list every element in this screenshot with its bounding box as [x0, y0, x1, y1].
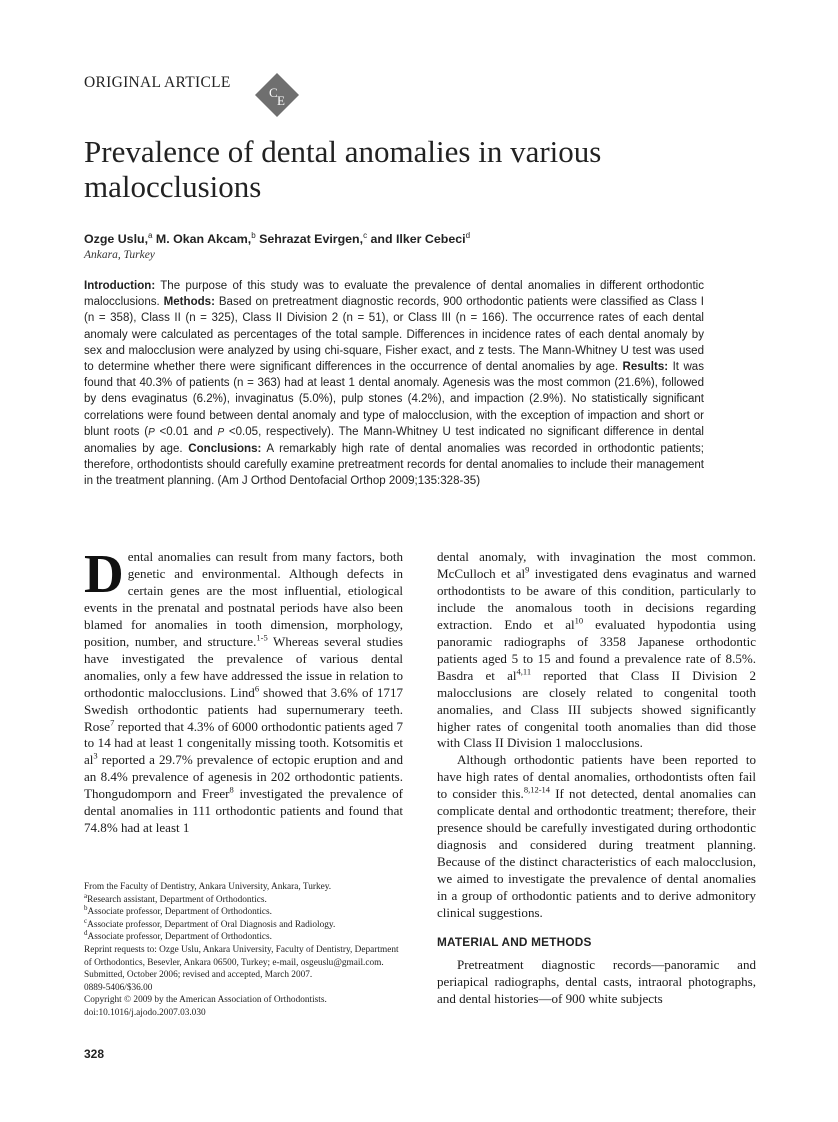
abstract-methods-label: Methods:: [163, 296, 215, 309]
author-location: Ankara, Turkey: [84, 249, 155, 261]
reference-mark: 1-5: [256, 632, 268, 643]
body-text: reported a 29.7% prevalence of ectopic eruption and and an 8.4% prevalence of agenesis in 202 orthodontic patients. Thongudomporn and Freer: [84, 752, 403, 802]
footnote-item: [84, 916, 402, 932]
reference-mark: 8,12-14: [523, 785, 551, 795]
reference-mark: 9: [525, 564, 530, 575]
abstract-intro-text: The purpose of this study was to evaluate the prevalence of dental anomalies in different orthodontic malocclusions.: [84, 280, 704, 309]
footnote-doi: doi:10.1016/j.ajodo.2007.03.030: [84, 1007, 206, 1018]
footnote-mark: d: [84, 929, 88, 938]
author-mark: d: [465, 231, 471, 240]
footnote-text: Research assistant, Department of Orthodontics.: [87, 894, 267, 905]
abstract-results-text: <0.05, respectively). The Mann-Whitney U test indicated no significant difference in dental anomalies by age.: [84, 425, 704, 456]
article-type-label: ORIGINAL ARTICLE: [84, 74, 231, 91]
footnote-item: [84, 931, 402, 944]
author-mark: c: [363, 231, 368, 240]
page-number: 328: [84, 1047, 105, 1061]
abstract-methods-text: Based on pretreatment diagnostic records, 900 orthodontic patients were classified as Class I (n = 358), Class II (n = 325), Class II Division 2 (n = 51), or Class III (n = 166). The occurrence rates of each dental anomaly were calculated as percentages of the total sample. Differences in incidence rates of each dental anomaly by sex and malocclusion were analyzed by using chi-square, Fisher exact, and z tests. The Mann-Whitney U test was used to determine whether there were significant differences in the occurrence of dental anomalies by age.: [84, 296, 704, 374]
footnote-mark: a: [84, 891, 88, 900]
paper-title: Prevalence of dental anomalies in various malocclusions: [84, 134, 602, 204]
footnote-text: Associate professor, Department of Oral Diagnosis and Radiology.: [87, 919, 336, 930]
body-paragraph: [84, 543, 403, 837]
author-name: Ozge Uslu,: [84, 232, 149, 247]
abstract-conclusions-text: A remarkably high rate of dental anomalies was recorded in orthodontic patients; therefore, orthodontists should carefully examine pretreatment records for dental anomalies to include their management in the treatment planning. (Am J Orthod Dentofacial Orthop 2009;135:328-35): [84, 443, 704, 488]
body-column-right: [437, 549, 756, 1008]
author-name: M. Okan Akcam,: [152, 232, 252, 247]
p-value-symbol: P: [148, 426, 155, 438]
badge-letter-c: C: [269, 85, 278, 100]
body-text: investigated the prevalence of dental anomalies in 111 orthodontic patients and found that 74.8% had at least 1: [84, 786, 403, 836]
footnote-item: [84, 906, 402, 919]
reference-mark: 10: [574, 615, 584, 626]
author-mark: a: [148, 231, 153, 240]
reference-mark: 3: [93, 751, 98, 762]
abstract-conclusions-label: Conclusions:: [188, 443, 262, 456]
p-value-symbol: P: [217, 426, 225, 438]
body-column-left: [84, 543, 403, 837]
abstract-results-text: It was found that 40.3% of patients (n = 363) had at least 1 dental anomaly. Agenesis was the most common (21.6%), followed by dens evaginatus (6.2%), invaginatus (5.0%), pulp stones (4.2%), and impaction (2.9%). No statistically significant correlations were found between dental anomaly and type of malocclusion, with the exception of impaction and short or blunt roots (: [84, 361, 704, 438]
body-text: reported that Class II Division 2 malocclusions are closely related to congenital tooth anomalies, and Class III subjects showed significantly higher rates of congenital tooth anomalies than did those with Class II Division 1 malocclusions.: [437, 667, 756, 751]
author-name: Sehrazat Evirgen,: [255, 232, 364, 247]
body-text: evaluated hypodontia using panoramic radiographs of 3358 Japanese orthodontic patients aged 5 to 15 and found a prevalence rate of 8.5%. Basdra et al: [437, 616, 756, 683]
footnote-mark: c: [84, 916, 88, 925]
footnote-affiliation: From the Faculty of Dentistry, Ankara University, Ankara, Turkey.: [84, 882, 332, 892]
reference-mark: 7: [110, 717, 115, 728]
body-text: reported that 4.3% of 6000 orthodontic patients aged 7 to 14 had at least 1 congenitally missing tooth. Kotsomitis et al: [84, 718, 403, 768]
section-heading: MATERIAL AND METHODS: [437, 934, 592, 949]
footnote-mark: b: [84, 904, 88, 913]
body-text: dental anomaly, with invagination the most common. McCulloch et al: [437, 549, 756, 581]
abstract-results-label: Results:: [622, 361, 669, 374]
footnote-reprint: Reprint requests to: Ozge Uslu, Ankara University, Faculty of Dentistry, Department of Orthodontics, Besevler, Ankara 06500, Turkey; e-mail, osgeuslu@gmail.com.: [84, 944, 399, 968]
abstract-results-text: <0.01 and: [154, 425, 218, 438]
body-text: showed that 3.6% of 1717 Swedish orthodontic patients had supernumerary teeth. Rose: [84, 684, 403, 734]
drop-cap: D: [84, 543, 124, 604]
body-paragraph: Pretreatment diagnostic records—panoramic and periapical radiographs, dental casts, intraoral photographs, and dental histories—of 900 white subjects: [437, 956, 756, 1006]
body-text: ental anomalies can result from many factors, both genetic and environmental. Although defects in certain genes are the most influential, etiological events in the prenatal and postnatal periods have also been blamed for anomalies in tooth dimension, morphology, position, number, and structure.: [84, 549, 403, 649]
ce-badge-icon: [254, 72, 300, 118]
author-mark: b: [251, 231, 256, 240]
body-text: If not detected, dental anomalies can complicate dental and orthodontic treatment; therefore, their presence should be carefully investigated during orthodontic diagnosis and considered during treatment planning. Because of the distinct characteristics of each malocclusion, we aimed to investigate the prevalence of dental anomalies in a group of orthodontic patients and to derive admonitory clinical suggestions.: [437, 786, 757, 921]
footnotes: [84, 881, 402, 1020]
footnote-text: Associate professor, Department of Orthodontics.: [87, 907, 272, 918]
body-text: Although orthodontic patients have been reported to have high rates of dental anomalies, orthodontists often fail to consider this.: [437, 752, 756, 802]
footnote-text: Associate professor, Department of Orthodontics.: [87, 932, 272, 943]
footnote-submitted: Submitted, October 2006; revised and accepted, March 2007.: [84, 970, 313, 981]
body-text: investigated dens evaginatus and warned orthodontists to be aware of this condition, particularly to include the anomalous tooth in decisions regarding extraction. Endo et al: [437, 565, 756, 632]
abstract: [84, 278, 704, 490]
author-list: [84, 231, 470, 246]
reference-mark: 8: [229, 785, 234, 795]
body-paragraph: [437, 752, 756, 922]
reference-mark: 6: [254, 683, 260, 694]
badge-letter-e: E: [277, 93, 285, 108]
footnote-copyright: Copyright © 2009 by the American Association of Orthodontists.: [84, 995, 327, 1006]
footnote-issn: 0889-5406/$36.00: [84, 982, 153, 993]
footnote-item: [84, 891, 402, 907]
reference-mark: 4,11: [516, 666, 532, 677]
body-text: Whereas several studies have investigated the prevalence of various dental anomalies, only a few have addressed the issue in relation to orthodontic malocclusions. Lind: [84, 633, 403, 700]
body-paragraph: [437, 549, 756, 752]
abstract-intro-label: Introduction:: [84, 280, 156, 292]
author-name: and Ilker Cebeci: [367, 232, 466, 247]
